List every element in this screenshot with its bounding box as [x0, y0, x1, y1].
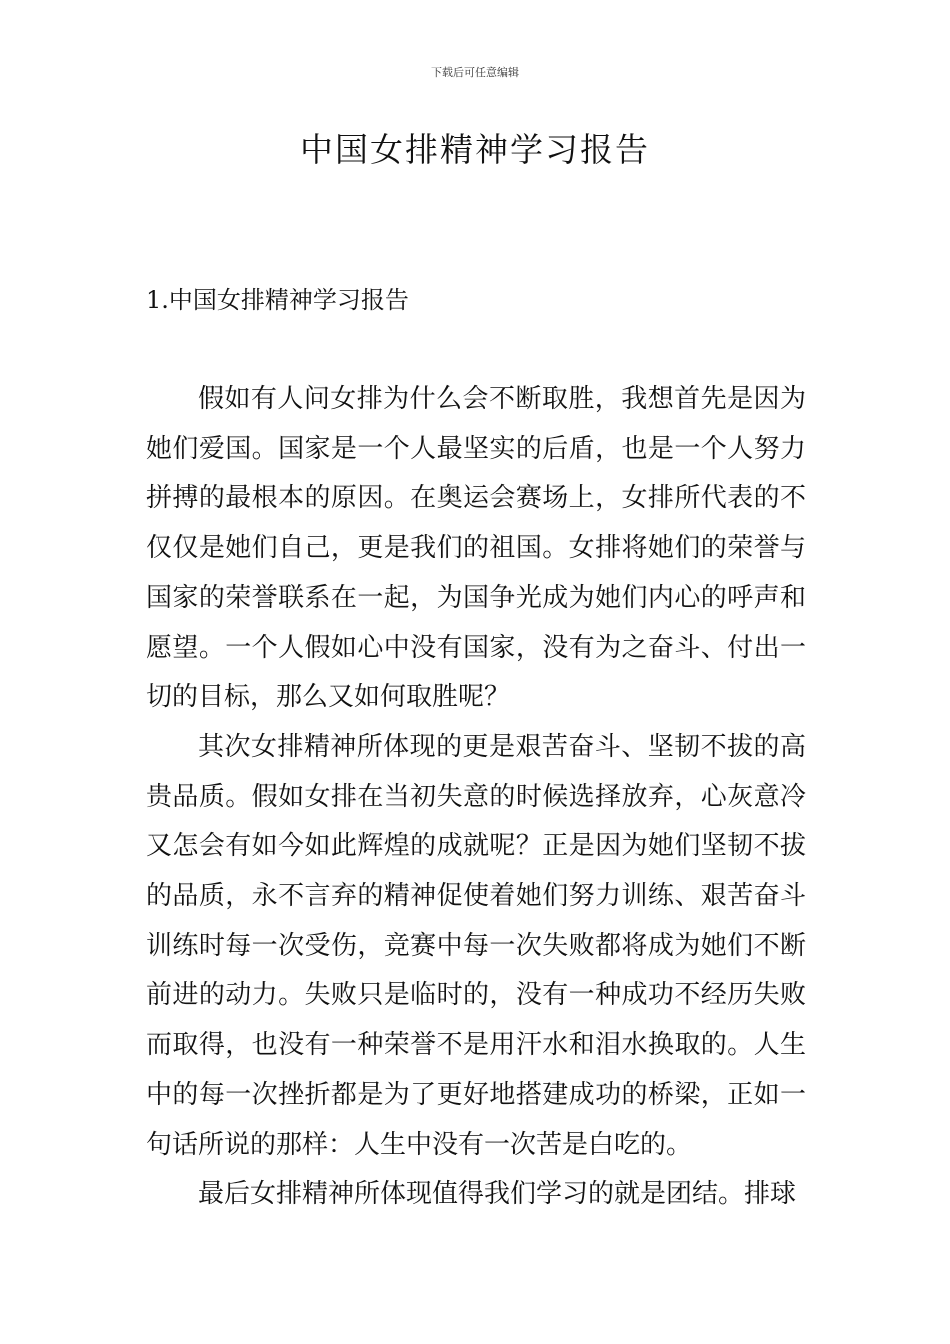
section-heading: 1.中国女排精神学习报告 [146, 286, 409, 314]
document-body [146, 375, 806, 1220]
header-note: 下载后可任意编辑 [431, 66, 519, 79]
document-title: 中国女排精神学习报告 [300, 130, 650, 169]
paragraph-unity: 最后女排精神所体现值得我们学习的就是团结。排球 [198, 1179, 797, 1210]
paragraph-patriotism: 假如有人问女排为什么会不断取胜，我想首先是因为她们爱国。国家是一个人最坚实的后盾，也是一个人努力拼搏的最根本的原因。在奥运会赛场上，女排所代表的不仅仅是她们自己，更是我们的祖国。女排将她们的荣誉与国家的荣誉联系在一起，为国争光成为她们内心的呼声和愿望。一个人假如心中没有国家，没有为之奋斗、付出一切的目标，那么又如何取胜呢？ [146, 384, 806, 713]
paragraph-perseverance: 其次女排精神所体现的更是艰苦奋斗、坚韧不拔的高贵品质。假如女排在当初失意的时候选择放弃，心灰意冷又怎会有如今如此辉煌的成就呢？正是因为她们坚韧不拔的品质，永不言弃的精神促使着她们努力训练、艰苦奋斗训练时每一次受伤，竞赛中每一次失败都将成为她们不断前进的动力。失败只是临时的，没有一种成功不经历失败而取得，也没有一种荣誉不是用汗水和泪水换取的。人生中的每一次挫折都是为了更好地搭建成功的桥梁，正如一句话所说的那样：人生中没有一次苦是白吃的。 [146, 731, 806, 1160]
